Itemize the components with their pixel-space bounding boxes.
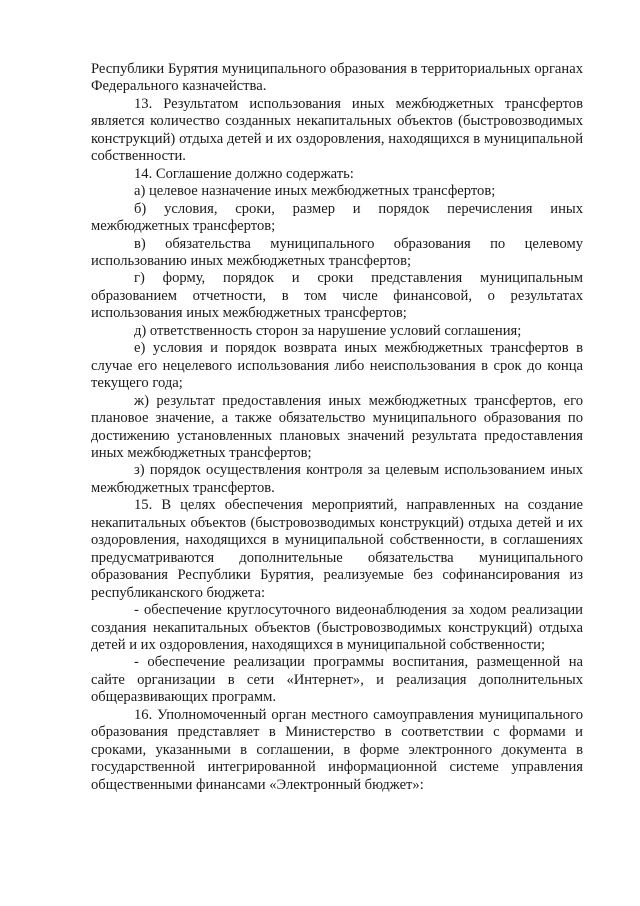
paragraph-15: 15. В целях обеспечения мероприятий, направленных на создание некапитальных объектов (быстровозводимых конструкций) отдыха детей и их оздоровления, находящихся в муниципальной собственности, в соглашениях предусматриваются дополнительные обязательства муниципального образования Республики Бурятия, реализуемые без софинансирования из республиканского бюджета: [91,497,583,601]
paragraph-continuation: Республики Бурятия муниципального образования в территориальных органах Федерального казначейства. [91,61,583,95]
list-item-v: в) обязательства муниципального образования по целевому использованию иных межбюджетных трансфертов; [91,235,583,269]
bullet-item-education-program: - обеспечение реализации программы воспитания, размещенной на сайте организации в сети «Интернет», и реализация дополнительных общеразвивающих программ. [91,654,583,706]
list-item-a: а) целевое назначение иных межбюджетных трансфертов; [134,183,496,200]
list-item-d: д) ответственность сторон за нарушение условий соглашения; [134,322,522,339]
bullet-item-video-surveillance: - обеспечение круглосуточного видеонаблюдения за ходом реализации создания некапитальных объектов (быстровозводимых конструкций) отдыха детей и их оздоровления, находящихся в муниципальной собственности; [91,602,583,653]
list-item-b: б) условия, сроки, размер и порядок перечисления иных межбюджетных трансфертов; [91,200,583,235]
paragraph-13: 13. Результатом использования иных межбюджетных трансфертов является количество созданных некапитальных объектов (быстровозводимых конструкций) отдыха детей и их оздоровления, находящихся в муниципальной собственности. [91,95,583,165]
list-item-g: г) форму, порядок и сроки представления муниципальным образованием отчетности, в том числе финансовой, о результатах использования иных межбюджетных трансфертов; [91,270,583,322]
list-item-z: з) порядок осуществления контроля за целевым использованием иных межбюджетных трансфертов. [91,462,583,496]
list-item-e: е) условия и порядок возврата иных межбюджетных трансфертов в случае его нецелевого использования либо неиспользования в срок до конца текущего года; [91,340,583,392]
paragraph-16: 16. Уполномоченный орган местного самоуправления муниципального образования представляет в Министерство в соответствии с формами и сроками, указанными в соглашении, в форме электронного документа в государственной интегрированной информационной системе управления общественными финансами «Электронный бюджет»: [91,706,583,793]
document-page [91,61,583,794]
paragraph-14: 14. Соглашение должно содержать: [134,165,354,182]
list-item-zh: ж) результат предоставления иных межбюджетных трансфертов, его плановое значение, а также обязательство муниципального образования по достижению установленных плановых значений результата предоставления иных межбюджетных трансфертов; [91,392,583,461]
